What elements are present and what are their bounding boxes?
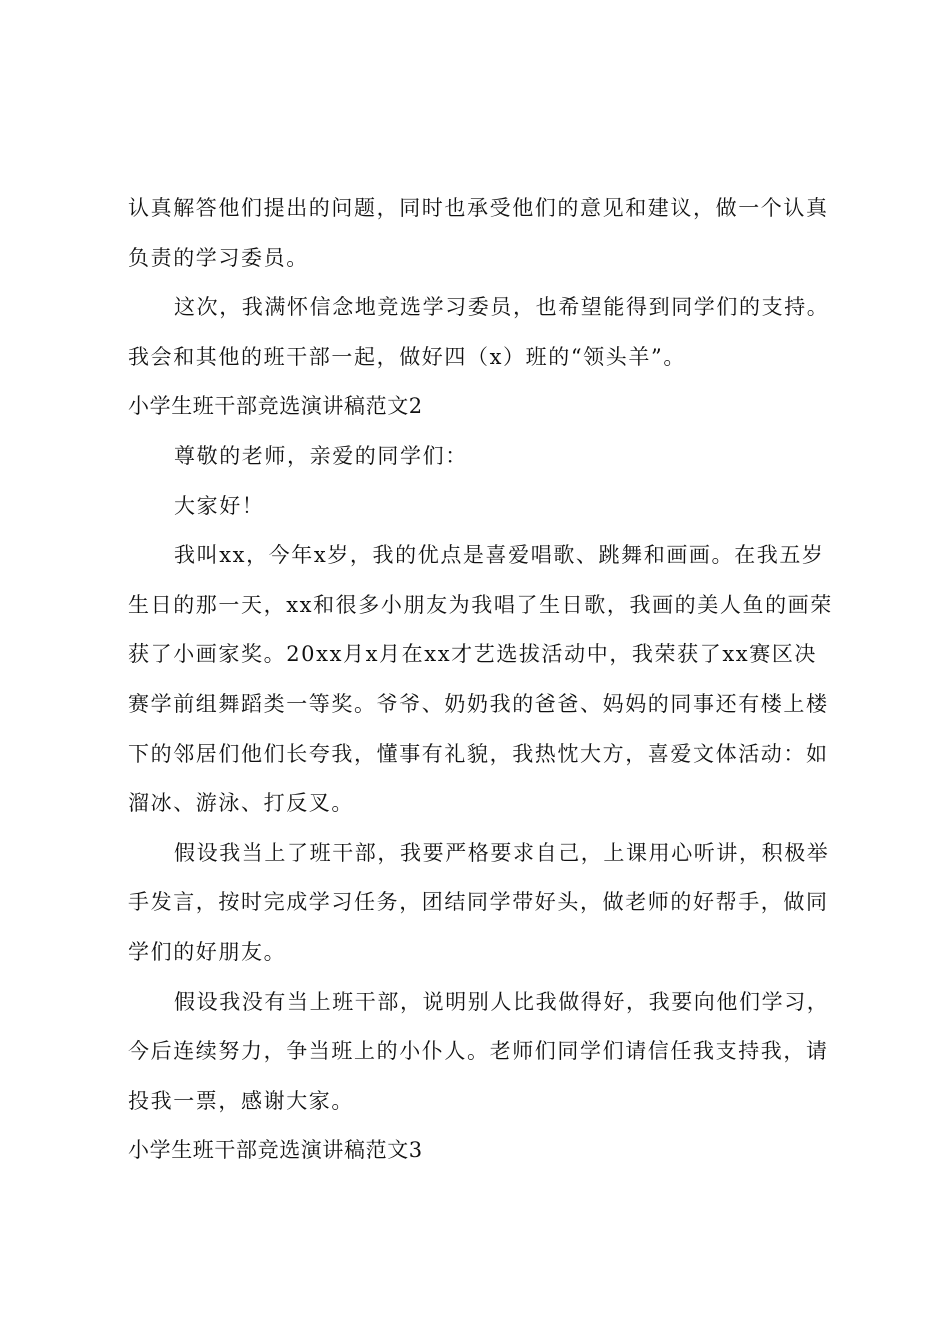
paragraph-line: 今后连续努力，争当班上的小仆人。老师们同学们请信任我支持我，请: [128, 1039, 829, 1064]
paragraph-line: 溜冰、游泳、打反叉。: [128, 791, 354, 816]
paragraph-line: 负责的学习委员。: [128, 245, 309, 270]
paragraph-line: 投我一票，感谢大家。: [128, 1088, 354, 1113]
paragraph-line: 假设我没有当上班干部，说明别人比我做得好，我要向他们学习，: [174, 989, 830, 1014]
paragraph-line: 假设我当上了班干部，我要严格要求自己，上课用心听讲，积极举: [174, 840, 830, 865]
section-heading: 小学生班干部竞选演讲稿范文3: [128, 1138, 423, 1163]
paragraph-line: 手发言，按时完成学习任务，团结同学带好头，做老师的好帮手，做同: [128, 890, 829, 915]
paragraph-line: 这次，我满怀信念地竞选学习委员，也希望能得到同学们的支持。: [174, 295, 830, 320]
paragraph-line: 我叫xx，今年x岁，我的优点是喜爱唱歌、跳舞和画画。在我五岁: [174, 543, 825, 568]
paragraph-line: 赛学前组舞蹈类一等奖。爷爷、奶奶我的爸爸、妈妈的同事还有楼上楼: [128, 691, 829, 716]
paragraph-line: 学们的好朋友。: [128, 939, 287, 964]
paragraph-line: 生日的那一天，xx和很多小朋友为我唱了生日歌，我画的美人鱼的画荣: [128, 592, 833, 617]
salutation-line: 尊敬的老师，亲爱的同学们：: [174, 443, 468, 468]
paragraph-line: 认真解答他们提出的问题，同时也承受他们的意见和建议，做一个认真: [128, 196, 829, 220]
paragraph-line: 我会和其他的班干部一起，做好四（x）班的“领头羊”。: [128, 344, 686, 369]
greeting-line: 大家好！: [174, 493, 265, 518]
paragraph-line: 下的邻居们他们长夸我，懂事有礼貌，我热忱大方，喜爱文体活动：如: [128, 741, 829, 766]
document-body: [128, 184, 834, 1176]
paragraph-line: 获了小画家奖。20xx月x月在xx才艺选拔活动中，我荣获了xx赛区决: [128, 642, 818, 667]
section-heading: 小学生班干部竞选演讲稿范文2: [128, 394, 423, 419]
